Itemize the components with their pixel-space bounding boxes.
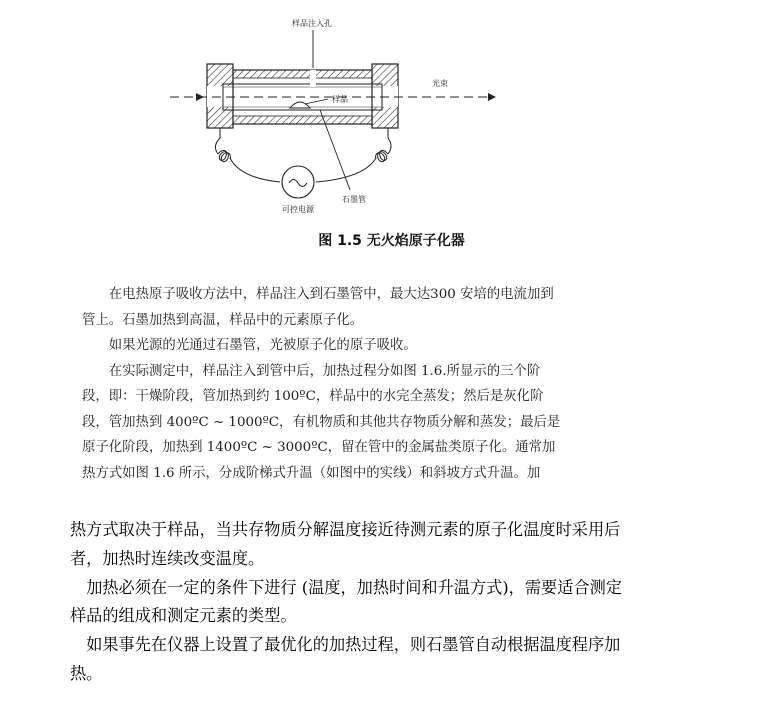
beam-arrow-left (196, 93, 204, 101)
flameless-atomizer-diagram (150, 8, 520, 220)
right-wire-coil (316, 128, 391, 182)
paragraph-line: 热方式取决于样品，当共存物质分解温度接近待测元素的原子化温度时采用后 (70, 520, 621, 539)
atomizer-figure (150, 8, 520, 220)
label-graphite-tube: 石墨管 (342, 195, 366, 204)
paragraph-line: 如果事先在仪器上设置了最优化的加热过程，则石墨管自动根据温度程序加 (86, 635, 621, 655)
right-end-block (372, 64, 398, 128)
paragraph-line: 原子化阶段，加热到 1400ºC ~ 3000ºC，留在管中的金属盐类原子化。通常加 (82, 440, 556, 455)
large-text-block (70, 516, 742, 689)
paragraph-line: 者，加热时连续改变温度。 (70, 548, 265, 568)
beam-arrow-right (488, 93, 496, 101)
label-injection-hole: 样品注入孔 (292, 19, 332, 28)
paragraph-line: 如果光源的光通过石墨管，光被原子化的原子吸收。 (108, 338, 417, 353)
paragraph-line: 热方式如图 1.6 所示，分成阶梯式升温（如图中的实线）和斜坡方式升温。加 (82, 465, 541, 481)
paragraph-line: 热。 (70, 663, 103, 683)
paragraph-line: 管上。石墨加热到高温，样品中的元素原子化。 (82, 312, 364, 328)
paragraph-line: 在实际测定中，样品注入到管中后，加热过程分如图 1.6.所显示的三个阶 (108, 363, 541, 379)
label-sample: 样品 (332, 95, 348, 104)
left-end-block (207, 64, 233, 128)
power-supply-icon (282, 166, 314, 198)
figure-caption: 图 1.5 无火焰原子化器 (318, 233, 465, 249)
small-text-block (82, 282, 642, 486)
paragraph-line: 段，即：干燥阶段，管加热到约 100ºC，样品中的水完全蒸发；然后是灰化阶 (82, 389, 544, 404)
paragraph-line: 加热必须在一定的条件下进行 (温度，加热时间和升温方式)，需要适合测定 (86, 577, 622, 597)
left-wire-coil (215, 128, 280, 182)
label-light-beam: 光束 (432, 79, 448, 88)
label-power-supply: 可控电源 (282, 205, 314, 214)
paragraph-line: 段，管加热到 400ºC ~ 1000ºC，有机物质和其他共存物质分解和蒸发；最后是 (82, 414, 561, 430)
paragraph-line: 样品的组成和测定元素的类型。 (70, 606, 297, 626)
paragraph-line: 在电热原子吸收方法中，样品注入到石墨管中，最大达300 安培的电流加到 (108, 287, 554, 302)
